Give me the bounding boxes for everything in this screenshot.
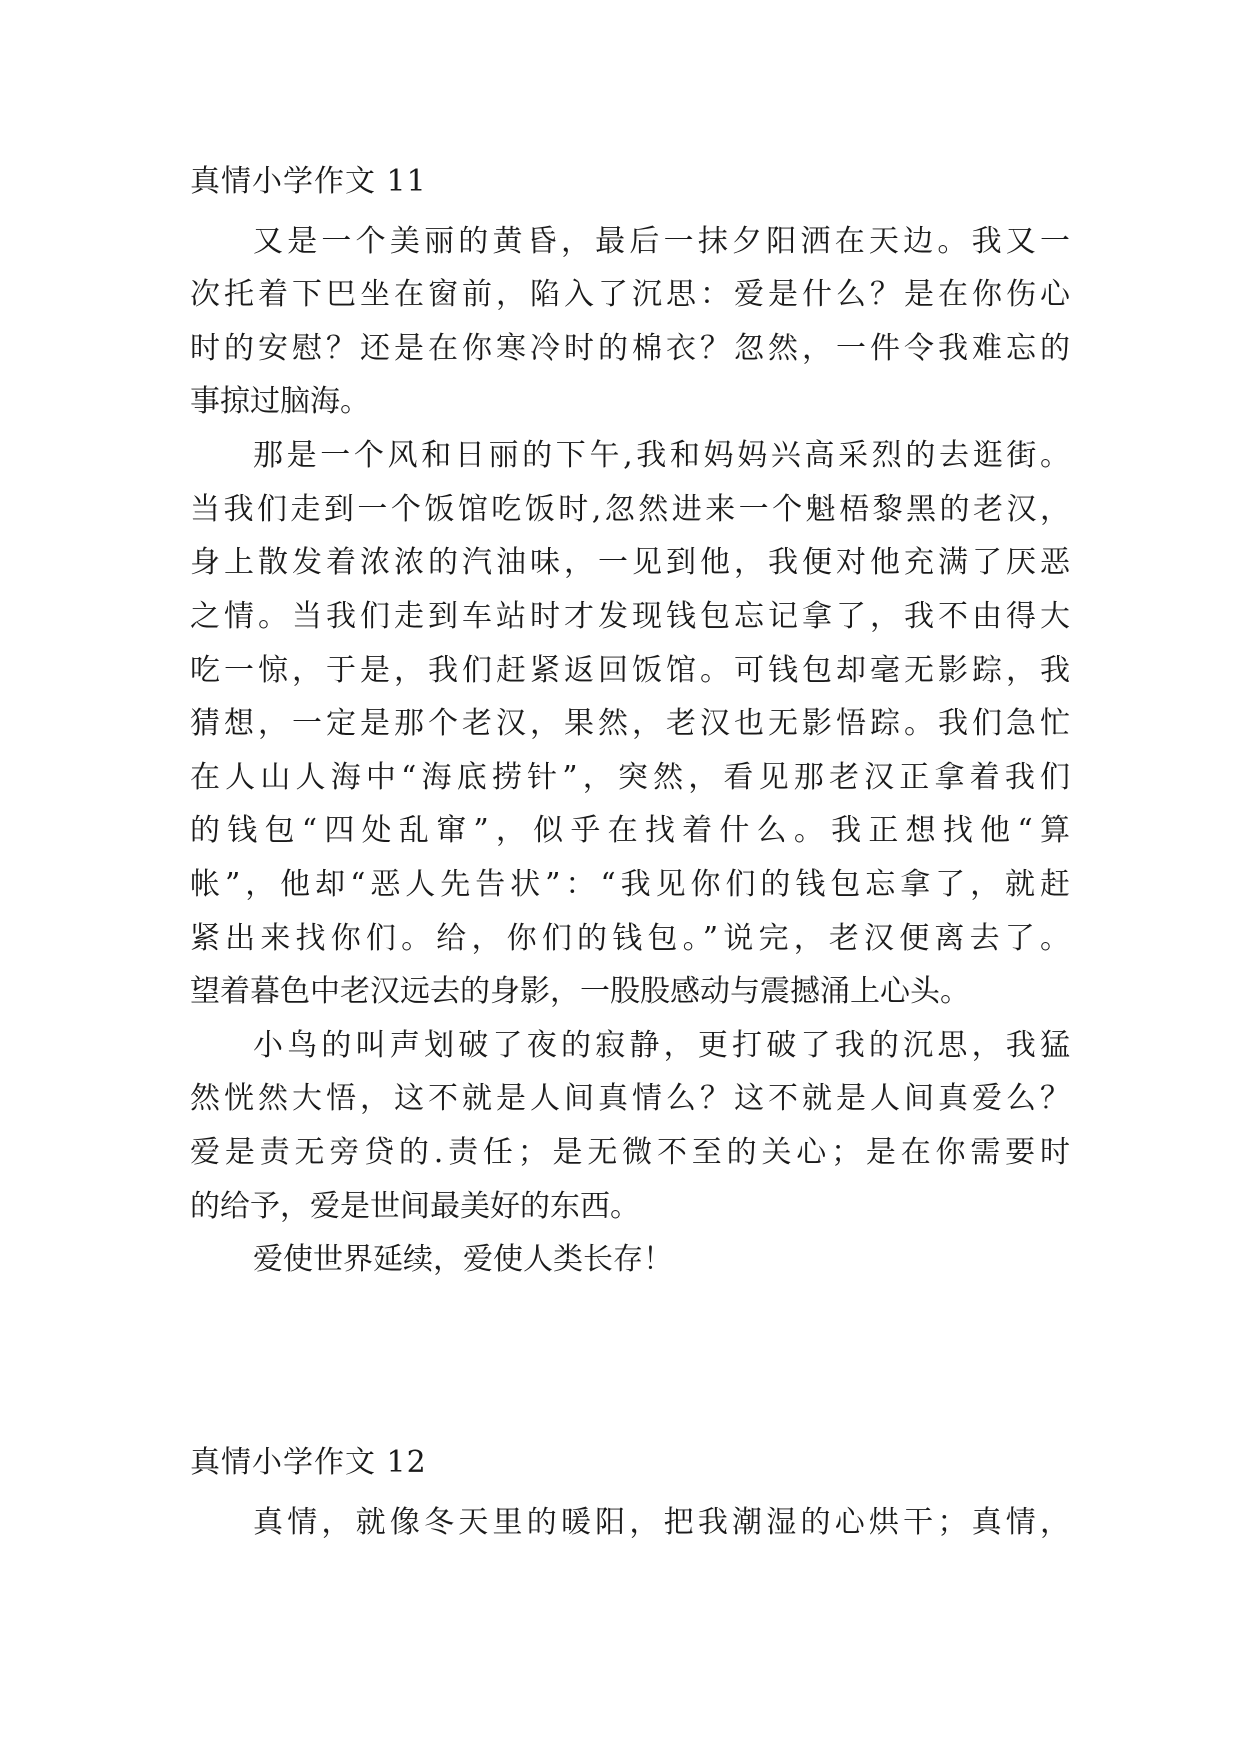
essay-11-line-19: 的给予，爱是世间最美好的东西。 [190, 1189, 640, 1224]
essay-11-line-10: 猜想，一定是那个老汉，果然，老汉也无影悟踪。我们急忙 [190, 706, 1070, 741]
essay-11-line-2: 次托着下巴坐在窗前，陷入了沉思：爱是什么？是在你伤心 [190, 277, 1070, 312]
essay-12-title: 真情小学作文 12 [190, 1445, 427, 1480]
essay-11-line-8: 之情。当我们走到车站时才发现钱包忘记拿了，我不由得大 [190, 599, 1070, 634]
essay-12-line-1: 真情，就像冬天里的暖阳，把我潮湿的心烘干；真情， [253, 1505, 1070, 1540]
essay-11-line-13: 帐”，他却“恶人先告状”：“我见你们的钱包忘拿了，就赶 [190, 867, 1070, 902]
essay-11-line-16: 小鸟的叫声划破了夜的寂静，更打破了我的沉思，我猛 [253, 1028, 1070, 1063]
essay-11-line-9: 吃一惊，于是，我们赶紧返回饭馆。可钱包却毫无影踪，我 [190, 653, 1070, 688]
essay-11-line-4: 事掠过脑海。 [190, 384, 370, 419]
essay-11-line-12: 的钱包“四处乱窜”，似乎在找着什么。我正想找他“算 [190, 813, 1070, 848]
essay-11-line-1: 又是一个美丽的黄昏，最后一抹夕阳洒在天边。我又一 [253, 224, 1070, 259]
essay-11-line-3: 时的安慰？还是在你寒冷时的棉衣？忽然，一件令我难忘的 [190, 331, 1070, 366]
essay-11-line-15: 望着暮色中老汉远去的身影，一股股感动与震撼涌上心头。 [190, 974, 970, 1009]
essay-11-line-5: 那是一个风和日丽的下午,我和妈妈兴高采烈的去逛街。 [253, 438, 1070, 473]
essay-11-line-7: 身上散发着浓浓的汽油味，一见到他，我便对他充满了厌恶 [190, 545, 1070, 580]
essay-11-line-17: 然恍然大悟，这不就是人间真情么？这不就是人间真爱么？ [190, 1081, 1070, 1116]
essay-11-line-14: 紧出来找你们。给，你们的钱包。”说完，老汉便离去了。 [190, 921, 1070, 956]
essay-11-line-20: 爱使世界延续，爱使人类长存！ [253, 1242, 673, 1277]
essay-11-title: 真情小学作文 11 [190, 164, 427, 199]
essay-11-line-6: 当我们走到一个饭馆吃饭时,忽然进来一个魁梧黎黑的老汉， [190, 492, 1070, 527]
essay-11-line-18: 爱是责无旁贷的.责任；是无微不至的关心；是在你需要时 [190, 1135, 1070, 1170]
essay-11-line-11: 在人山人海中“海底捞针”，突然，看见那老汉正拿着我们 [190, 760, 1070, 795]
